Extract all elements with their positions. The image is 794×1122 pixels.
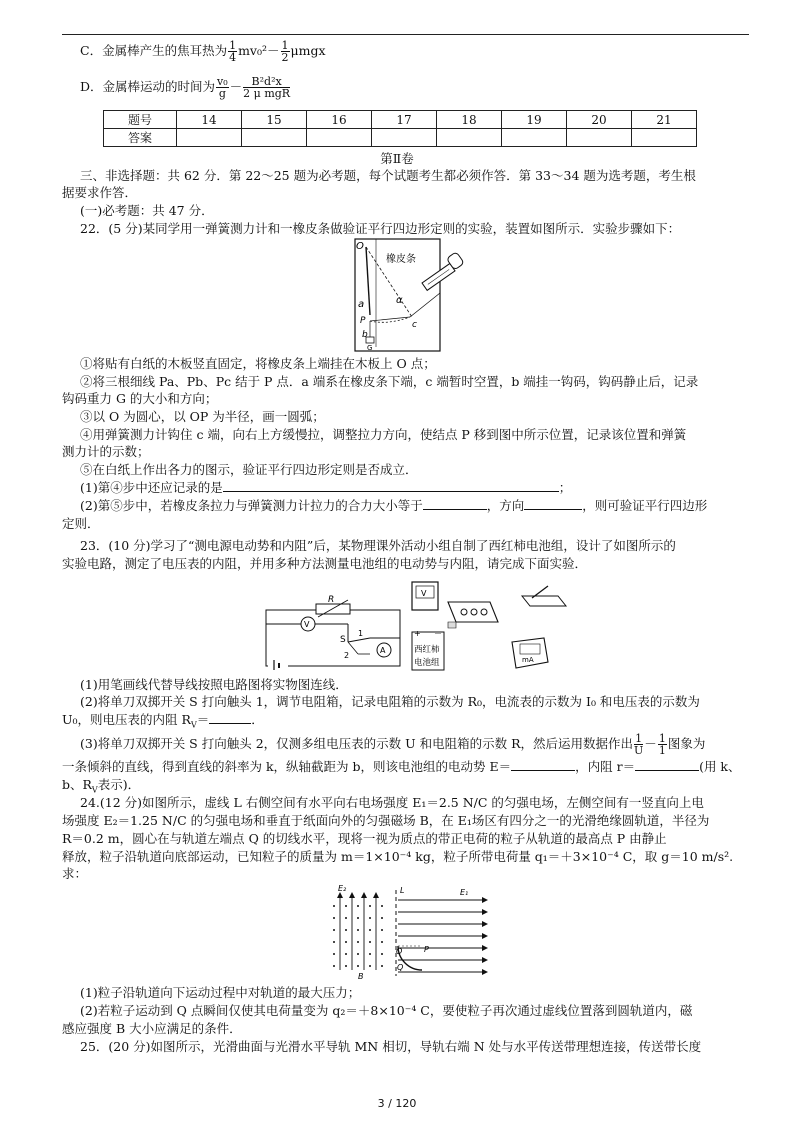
q24-field-figure: [326, 884, 496, 980]
circuit-label-r: R: [328, 595, 335, 605]
table-cell: 15: [242, 111, 307, 129]
table-answer-label: 答案: [104, 129, 177, 147]
q22-step1: ①将贴有白纸的木板竖直固定，将橡皮条上端挂在木板上 O 点；: [80, 356, 436, 371]
q24-line4: 释放，粒子沿轨道向底部运动，已知粒子的质量为 m＝1×10⁻⁴ kg，粒子所带电荷量 q₁＝＋3×10⁻⁴ C，取 g＝10 m/s².: [62, 849, 734, 864]
table-cell: 16: [307, 111, 372, 129]
label-p: P: [424, 945, 429, 954]
q22-figure: [340, 237, 470, 353]
fig-label-b: b: [362, 330, 368, 340]
q22-step5: ⑤在白纸上作出各力的图示，验证平行四边形定则是否成立．: [80, 462, 418, 477]
q23-stem1: 23．(10 分)学习了“测电源电动势和内阻”后，某物理课外活动小组自制了西红柿电池组，设计了如图所示的: [80, 538, 676, 553]
answer-cell[interactable]: [242, 129, 307, 147]
q22-part2-tail: 定则．: [62, 516, 100, 531]
fig-label-o: O: [356, 241, 364, 252]
q22-step3: ③以 O 为圆心，以 OP 为半径，画一圆弧；: [80, 409, 325, 424]
ammeter-symbol: A: [380, 646, 386, 655]
milliammeter-face: mA: [522, 656, 534, 664]
option-d: D．金属棒运动的时间为 $\frac{\text{v₀}}{g}$ － $\frac{\text{B²d²x}}{\text{2 μ mgR}}$: [80, 75, 291, 100]
battery-label-2: 电池组: [414, 658, 440, 668]
q22-stem: 22．(5 分)某同学用一弹簧测力计和一橡皮条做验证平行四边形定则的实验，装置如图所示．实验步骤如下：: [80, 221, 681, 236]
voltmeter-symbol: V: [304, 620, 310, 629]
q24-line3: R＝0.2 m，圆心在与轨道左端点 Q 的切线水平，现将一视为质点的带正电荷的粒子从轨道的最高点 P 由静止: [62, 831, 667, 846]
q23-stem2: 实验电路，测定了电压表的内阻，并用多种方法测量电池组的电动势与内阻，请完成下面实验．: [62, 556, 588, 571]
label-q: Q: [397, 963, 404, 972]
q23-part2a: (2)将单刀双掷开关 S 打向触头 1，调节电阻箱，记录电阻箱的示数为 R₀，电流表的示数为 I₀ 和电压表的示数为: [80, 694, 700, 709]
q22-part1: (1)第④步中还应记录的是 ；: [80, 480, 572, 495]
answer-blank[interactable]: [511, 758, 575, 771]
table-cell: 19: [502, 111, 567, 129]
part3-line1: 三、非选择题：共 62 分．第 22～25 题为必考题，每个试题考生都必须作答．第 33～34 题为选考题，考生根: [80, 168, 696, 183]
q23-part1: (1)用笔画线代替导线按照电路图将实物图连线．: [80, 677, 348, 692]
q23-part3c: b、$R_V$表示)．: [62, 777, 141, 795]
battery-plus: +: [414, 629, 421, 638]
part3-sub: (一)必考题：共 47 分．: [80, 203, 214, 218]
section-title: 第Ⅱ卷: [380, 151, 414, 166]
voltmeter-face: V: [421, 589, 427, 598]
label-b: B: [358, 972, 364, 980]
fig-label-alpha: α: [396, 295, 403, 306]
q24-line5: 求：: [62, 866, 88, 881]
answer-table: [103, 110, 697, 147]
q24-part2a: (2)若粒子运动到 Q 点瞬间仅使其电荷量变为 q₂＝＋8×10⁻⁴ C，要使粒子再次通过虚线位置落到圆轨道内，磁: [80, 1003, 693, 1018]
q25-line1: 25．(20 分)如图所示，光滑曲面与光滑水平导轨 MN 相切，导轨右端 N 处与水平传送带理想连接，传送带长度: [80, 1039, 702, 1054]
switch-label: S: [340, 635, 346, 645]
label-e1: E₁: [460, 888, 469, 897]
q24-line1: 24.(12 分)如图所示，虚线 L 右侧空间有水平向右电场强度 E₁＝2.5 N/C 的匀强电场，左侧空间有一竖直向上电: [80, 795, 704, 810]
table-row: [104, 111, 697, 129]
q23-part3b: 一条倾斜的直线，得到直线的斜率为 k，纵轴截距为 b，则该电池组的电动势 E＝ ，内阻 r＝ (用 k、: [62, 759, 741, 774]
terminal-2: 2: [344, 651, 350, 660]
answer-cell[interactable]: [437, 129, 502, 147]
answer-blank[interactable]: [635, 758, 699, 771]
answer-blank[interactable]: [524, 497, 582, 510]
fig-label-a: a: [358, 299, 365, 310]
q22-step2a: ②将三根细线 Pa、Pb、Pc 结于 P 点．a 端系在橡皮条下端，c 端暂时空置，b 端挂一钩码，钩码静止后，记录: [80, 374, 699, 389]
q22-step2b: 钩码重力 G 的大小和方向；: [62, 391, 218, 406]
table-row: [104, 129, 697, 147]
label-o: O: [396, 947, 403, 956]
table-cell: 21: [632, 111, 697, 129]
answer-blank[interactable]: [223, 479, 559, 492]
fig-label-p: P: [360, 316, 366, 326]
q24-part2b: 感应强度 B 大小应满足的条件．: [62, 1021, 242, 1036]
fig-label-c: c: [412, 320, 417, 330]
table-cell: 17: [372, 111, 437, 129]
label-e2: E₂: [338, 884, 347, 893]
q22-step4a: ④用弹簧测力计钩住 c 端，向右上方缓慢拉，调整拉力方向，使结点 P 移到图中所示位置，记录该位置和弹簧: [80, 427, 687, 442]
table-cell: 14: [177, 111, 242, 129]
answer-blank[interactable]: [423, 497, 487, 510]
table-cell: 20: [567, 111, 632, 129]
table-header-label: 题号: [104, 111, 177, 129]
page-number: 3 / 120: [377, 1097, 417, 1110]
answer-cell[interactable]: [567, 129, 632, 147]
part3-line2: 据要求作答．: [62, 185, 138, 200]
q23-apparatus-figure: [408, 576, 578, 674]
label-l: L: [400, 886, 405, 895]
answer-cell[interactable]: [632, 129, 697, 147]
q23-circuit-diagram: [258, 592, 408, 672]
header-rule: [62, 34, 749, 35]
battery-label-1: 西红柿: [414, 645, 440, 655]
answer-cell[interactable]: [502, 129, 567, 147]
q22-step4b: 测力计的示数；: [62, 444, 150, 459]
battery-minus: －: [434, 629, 442, 638]
answer-blank[interactable]: [209, 711, 251, 724]
q22-part2: (2)第⑤步中，若橡皮条拉力与弹簧测力计拉力的合力大小等于 ，方向 ，则可验证平行四边形: [80, 498, 708, 513]
q23-part3a: (3)将单刀双掷开关 S 打向触头 2，仅测多组电压表的示数 U 和电阻箱的示数 R，然后运用数据作出 $\frac{1}{U}$ － $\frac{1}{1}$ 图象为: [80, 732, 706, 757]
fig-label-rubber: 橡皮条: [386, 254, 416, 265]
q24-part1: (1)粒子沿轨道向下运动过程中对轨道的最大压力；: [80, 985, 361, 1000]
fig-label-g: G: [367, 344, 373, 352]
terminal-1: 1: [358, 629, 364, 638]
answer-cell[interactable]: [307, 129, 372, 147]
answer-cell[interactable]: [177, 129, 242, 147]
q24-line2: 场强度 E₂＝1.25 N/C 的匀强电场和垂直于纸面向外的匀强磁场 B，在 E₁场区有四分之一的光滑绝缘圆轨道，半径为: [62, 813, 710, 828]
q23-part2b: U₀，则电压表的内阻 $R_V=$ ．: [62, 712, 264, 730]
table-cell: 18: [437, 111, 502, 129]
answer-cell[interactable]: [372, 129, 437, 147]
option-c: C．金属棒产生的焦耳热为 $\frac{1}{4}$ mv₀²－ $\frac{1}{2}$ μmgx: [80, 39, 326, 64]
